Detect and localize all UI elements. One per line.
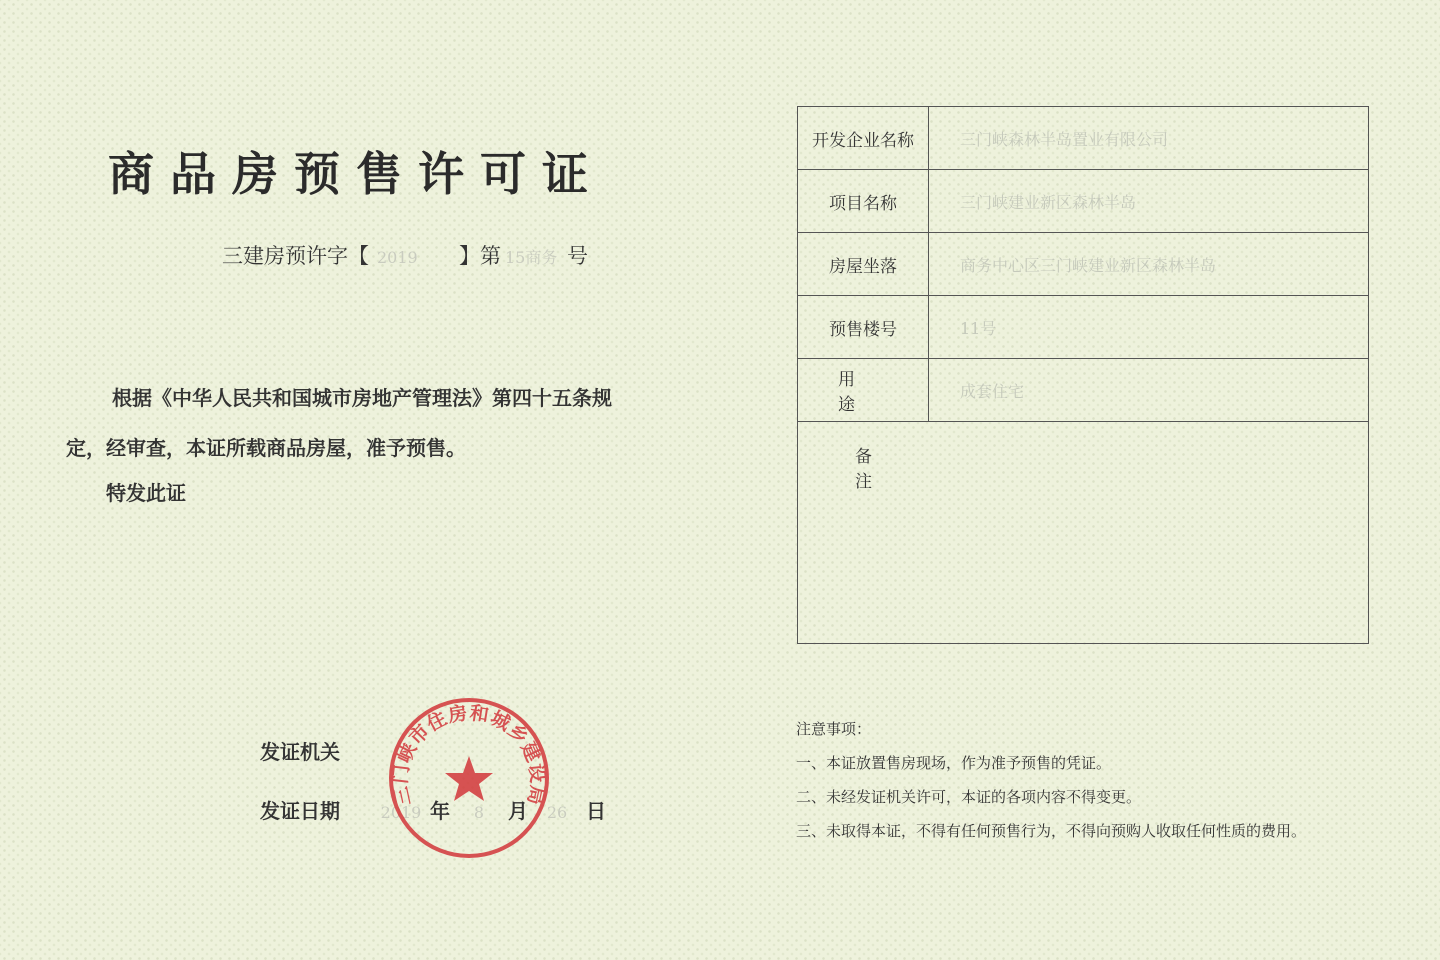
row-building [798, 296, 1368, 359]
row-label: 房屋坐落 [798, 233, 929, 295]
property-info-table [797, 106, 1369, 644]
date-label: 发证日期 [260, 799, 340, 823]
note-item: 二、未经发证机关许可，本证的各项内容不得变更。 [796, 788, 1142, 806]
note-item: 三、未取得本证，不得有任何预售行为，不得向预购人收取任何性质的费用。 [796, 822, 1307, 840]
permit-year: 2019 [377, 248, 418, 267]
row-value: 三门峡建业新区森林半岛 [960, 192, 1137, 212]
row-label: 用途 [798, 359, 929, 421]
row-location [798, 233, 1368, 296]
remarks-label: 备注 [855, 447, 912, 492]
row-value: 11号 [960, 318, 997, 338]
permit-suffix: 号 [567, 244, 588, 268]
permit-number: 15商务 [505, 248, 558, 267]
row-value: 三门峡森林半岛置业有限公司 [960, 129, 1169, 149]
date-year: 2019 [380, 803, 422, 822]
note-item: 一、本证放置售房现场，作为准予预售的凭证。 [796, 754, 1112, 772]
row-value: 商务中心区三门峡建业新区森林半岛 [960, 255, 1217, 275]
issuer-label: 发证机关 [260, 740, 340, 764]
row-value: 成套住宅 [960, 381, 1025, 401]
special-issue-text: 特发此证 [106, 481, 186, 505]
official-seal-icon [385, 694, 553, 862]
row-label: 项目名称 [798, 170, 929, 232]
svg-text:三门峡市住房和城乡建设局 [388, 701, 549, 808]
legal-paragraph: 根据《中华人民共和国城市房地产管理法》第四十五条规定，经审查，本证所载商品房屋，准予预售。 [66, 386, 612, 460]
date-month-unit: 月 [508, 799, 528, 823]
permit-prefix: 三建房预许字【 [222, 244, 369, 268]
row-usage [798, 359, 1368, 422]
date-day-unit: 日 [586, 799, 606, 823]
row-developer [798, 107, 1368, 170]
date-month: 8 [473, 803, 485, 822]
date-year-unit: 年 [430, 799, 450, 823]
row-label: 开发企业名称 [798, 107, 929, 169]
notes-title: 注意事项： [796, 720, 872, 738]
row-label: 预售楼号 [798, 296, 929, 358]
date-day: 26 [546, 803, 568, 822]
certificate-title: 商品房预售许可证 [108, 147, 604, 201]
notes-section [796, 712, 1306, 848]
seal-text: 三门峡市住房和城乡建设局 [389, 701, 549, 808]
permit-mid: 】第 [459, 244, 501, 268]
permit-number-line [222, 240, 588, 270]
row-project [798, 170, 1368, 233]
